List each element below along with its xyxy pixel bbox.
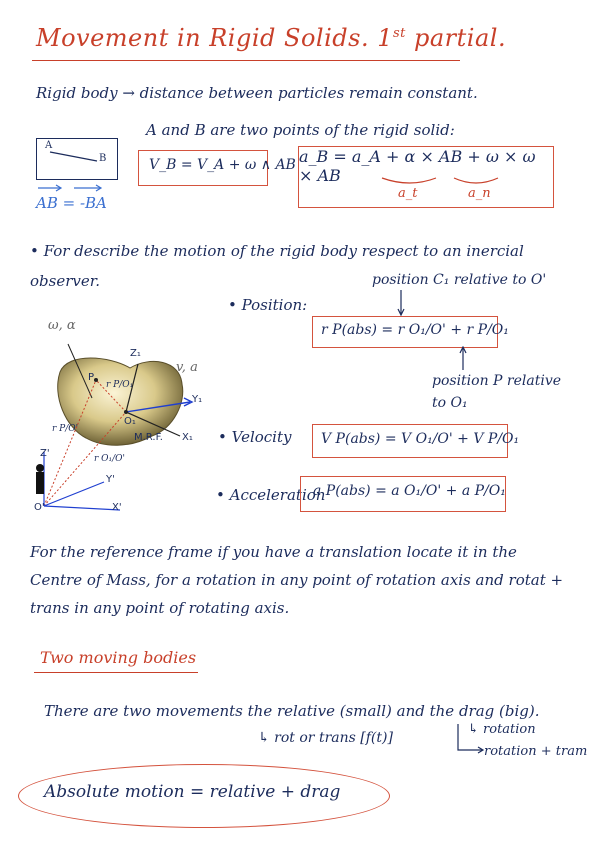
relative-note: ↳ rot or trans [f(t)]: [258, 730, 393, 746]
fig-x1: X₁: [182, 432, 193, 443]
title-sup: st: [392, 26, 406, 41]
tangential-accel-label: a_t: [398, 186, 418, 201]
drag-note-rotation-tram: rotation + tram: [484, 744, 588, 759]
ab-sketch-box: [36, 138, 118, 180]
pos-p-arrow: [458, 346, 468, 372]
describe-motion-text: • For describe the motion of the rigid body respect to an inercial observer.: [30, 242, 524, 290]
point-b-label: B: [99, 153, 107, 164]
ab-points-text: A and B are two points of the rigid solid:: [146, 121, 455, 139]
fig-v-a: v, a: [176, 360, 198, 375]
position-equation-box: [312, 316, 509, 348]
fig-o-prime: O': [34, 502, 45, 513]
acceleration-label: • Acceleration: [216, 486, 326, 504]
title-main: Movement in Rigid Solids. 1: [36, 24, 393, 52]
ab-negation: AB = -BA: [36, 194, 107, 212]
drag-branch-arrow: [452, 722, 486, 756]
fig-r-p-o: r P/O': [52, 424, 79, 434]
fig-y1: Y₁: [192, 394, 203, 405]
point-a-label: A: [45, 140, 53, 151]
fig-o1: O₁: [124, 416, 136, 427]
position-p-label: position P relative to O₁: [432, 373, 562, 411]
fig-r-p-o1: r P/O₁: [106, 380, 134, 390]
two-bodies-underline: [34, 672, 198, 673]
two-bodies-heading: Two moving bodies: [40, 648, 197, 667]
normal-accel-label: a_n: [468, 186, 491, 201]
fig-y-prime: Y': [106, 474, 115, 485]
position-equation: r P(abs) = r O₁/O' + r P/O₁: [321, 322, 509, 338]
acceleration-relation: a_B = a_A + α × AB + ω × ω × AB: [299, 147, 536, 185]
fig-mrf: M.R.F.: [134, 432, 163, 443]
ab-segment: [37, 139, 117, 179]
velocity-equation-box: [312, 424, 520, 458]
page-title: [36, 24, 506, 52]
velocity-equation: V P(abs) = V O₁/O' + V P/O₁: [321, 431, 520, 447]
ab-arrows: [36, 184, 106, 194]
title-underline: [32, 60, 460, 61]
acceleration-equation: a P(abs) = a O₁/O' + a P/O₁: [313, 483, 506, 499]
velocity-label: • Velocity: [218, 428, 292, 446]
fig-z-prime: Z': [40, 448, 50, 459]
position-c1-label: position C₁ relative to O': [372, 272, 547, 288]
velocity-relation: V_B = V_A + ω ∧ AB: [149, 157, 296, 173]
movements-text: There are two movements the relative (small) and the drag (big).: [44, 702, 540, 720]
pos-c1-arrow: [396, 290, 406, 318]
rigid-body-definition: Rigid body → distance between particles remain constant.: [36, 84, 478, 102]
title-tail: partial.: [405, 24, 507, 52]
absolute-motion-text: Absolute motion = relative + drag: [44, 782, 341, 802]
fig-omega-alpha: ω, α: [48, 318, 76, 333]
drag-note-rotation: ↳ rotation: [468, 722, 536, 737]
fig-p: P: [88, 372, 95, 383]
fig-x-prime: X': [112, 502, 122, 513]
fig-z1: Z₁: [130, 348, 141, 359]
rigid-body-figure: [30, 316, 220, 516]
position-label: • Position:: [228, 296, 308, 314]
fig-r-o1-o: r O₁/O': [94, 454, 126, 464]
acceleration-equation-box: [300, 476, 506, 512]
velocity-relation-box: [138, 150, 296, 186]
reference-frame-text: For the reference frame if you have a translation locate it in the Centre of Mass, for a rotation in any point of rotation axis and rotat + trans in any point of rotating axis.: [30, 543, 564, 617]
